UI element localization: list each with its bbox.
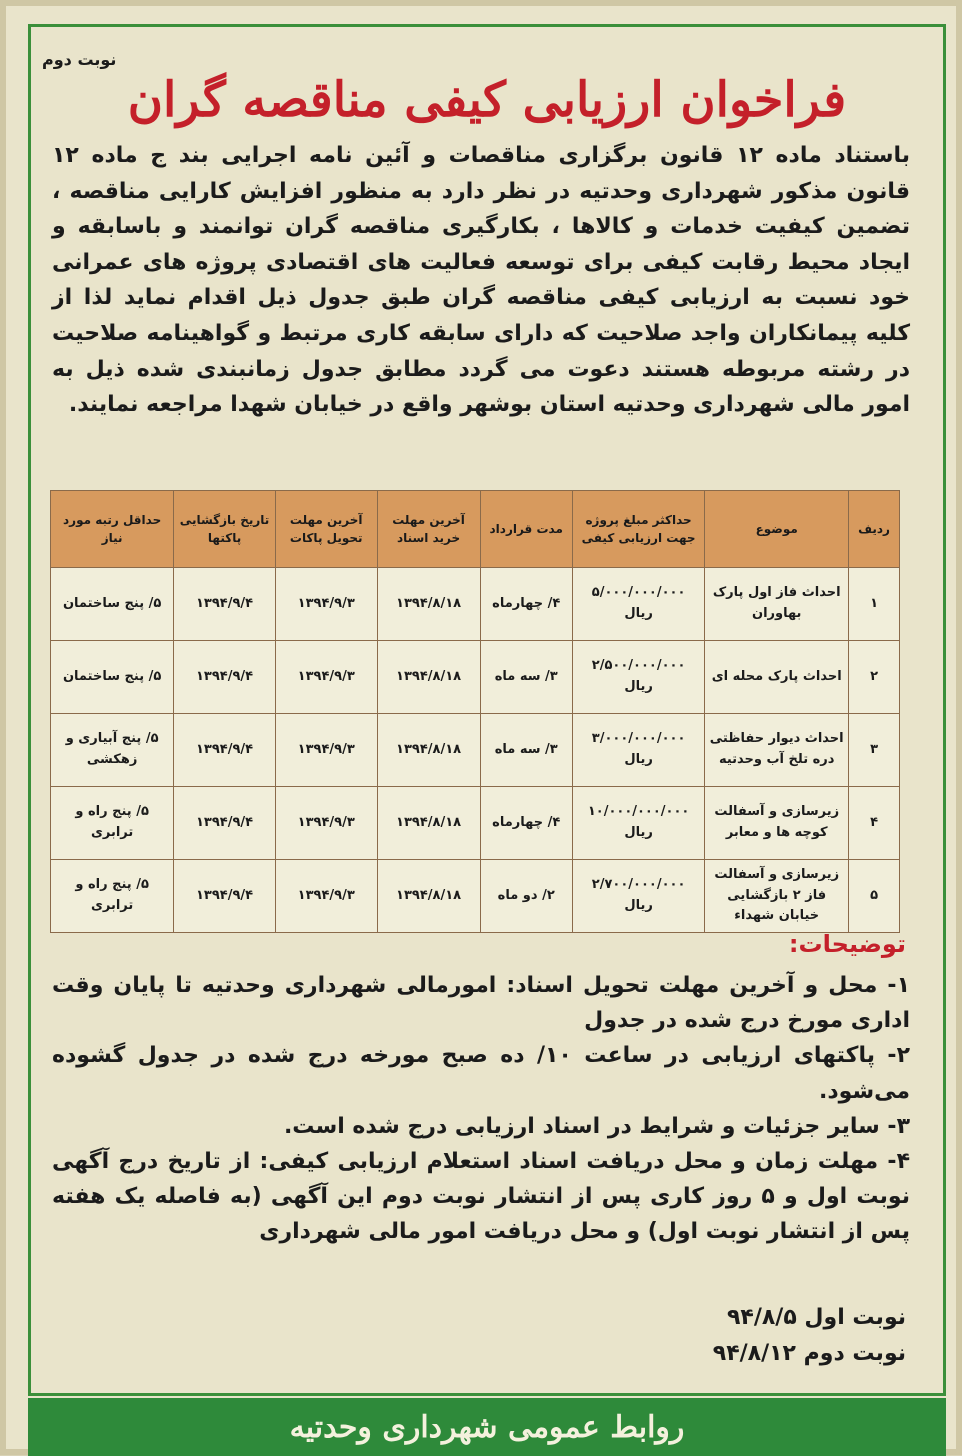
cell-subject: احداث دیوار حفاظتی دره تلخ آب وحدتیه xyxy=(705,714,849,787)
cell-max-amount: ۱۰/۰۰۰/۰۰۰/۰۰۰ ریال xyxy=(572,787,704,860)
cell-subject: زیرسازی و آسفالت فاز ۲ بازگشایی خیابان شهداء xyxy=(705,860,849,933)
cell-row-no: ۱ xyxy=(849,568,900,641)
header-opening-date: تاریخ بازگشایی پاکتها xyxy=(174,491,276,568)
note-item: ۲- پاکتهای ارزیابی در ساعت ۱۰/ ده صبح مورخه درج شده در جدول گشوده می‌شود. xyxy=(52,1043,910,1104)
note-item: ۱- محل و آخرین مهلت تحویل اسناد: امورمالی شهرداری وحدتیه تا پایان وقت اداری مورخ درج شده در جدول xyxy=(52,973,910,1034)
notes-list xyxy=(52,968,910,1250)
cell-subject: احداث پارک محله ای xyxy=(705,641,849,714)
cell-subject: احداث فاز اول پارک بهاوران xyxy=(705,568,849,641)
cell-doc-deadline: ۱۳۹۴/۸/۱۸ xyxy=(377,787,480,860)
table-row xyxy=(51,714,900,787)
header-min-grade: حداقل رتبه مورد نیاز xyxy=(51,491,174,568)
note-item: ۳- سایر جزئیات و شرایط در اسناد ارزیابی درج شده است. xyxy=(283,1113,910,1139)
header-max-amount: حداکثر مبلغ پروژه جهت ارزیابی کیفی xyxy=(572,491,704,568)
cell-duration: ۳/ سه ماه xyxy=(480,714,572,787)
table-header-row xyxy=(51,491,900,568)
cell-row-no: ۴ xyxy=(849,787,900,860)
page-title: فراخوان ارزیابی کیفی مناقصه گران xyxy=(127,72,847,128)
cell-min-grade: ۵/ پنج راه و ترابری xyxy=(51,787,174,860)
cell-max-amount: ۲/۵۰۰/۰۰۰/۰۰۰ ریال xyxy=(572,641,704,714)
cell-row-no: ۳ xyxy=(849,714,900,787)
table-row xyxy=(51,568,900,641)
header-doc-deadline: آخرین مهلت خرید اسناد xyxy=(377,491,480,568)
notice-round-label: نوبت دوم xyxy=(42,50,117,69)
cell-max-amount: ۲/۷۰۰/۰۰۰/۰۰۰ ریال xyxy=(572,860,704,933)
cell-doc-deadline: ۱۳۹۴/۸/۱۸ xyxy=(377,568,480,641)
cell-opening-date: ۱۳۹۴/۹/۴ xyxy=(174,787,276,860)
cell-min-grade: ۵/ پنج آبیاری و زهکشی xyxy=(51,714,174,787)
header-row-no: ردیف xyxy=(849,491,900,568)
notes-title: توضیحات: xyxy=(788,930,906,958)
cell-min-grade: ۵/ پنج ساختمان xyxy=(51,641,174,714)
cell-submit-deadline: ۱۳۹۴/۹/۳ xyxy=(275,641,377,714)
cell-submit-deadline: ۱۳۹۴/۹/۳ xyxy=(275,860,377,933)
header-subject: موضوع xyxy=(705,491,849,568)
cell-opening-date: ۱۳۹۴/۹/۴ xyxy=(174,568,276,641)
cell-doc-deadline: ۱۳۹۴/۸/۱۸ xyxy=(377,641,480,714)
cell-opening-date: ۱۳۹۴/۹/۴ xyxy=(174,714,276,787)
note-item: ۴- مهلت زمان و محل دریافت اسناد استعلام ارزیابی کیفی: از تاریخ درج آگهی نوبت اول و ۵ روز کاری پس از انتشار نوبت دوم این آگهی (به فاصله یک هفته پس از انتشار نوبت اول) و محل دریافت امور مالی شهرداری xyxy=(52,1149,910,1245)
cell-opening-date: ۱۳۹۴/۹/۴ xyxy=(174,860,276,933)
cell-duration: ۴/ چهارماه xyxy=(480,787,572,860)
round-two-date: نوبت دوم ۹۴/۸/۱۲ xyxy=(712,1341,906,1366)
table-row xyxy=(51,860,900,933)
cell-max-amount: ۳/۰۰۰/۰۰۰/۰۰۰ ریال xyxy=(572,714,704,787)
table-row xyxy=(51,641,900,714)
tender-table xyxy=(50,490,900,933)
cell-doc-deadline: ۱۳۹۴/۸/۱۸ xyxy=(377,714,480,787)
header-submit-deadline: آخرین مهلت تحویل پاکات xyxy=(275,491,377,568)
cell-doc-deadline: ۱۳۹۴/۸/۱۸ xyxy=(377,860,480,933)
cell-row-no: ۵ xyxy=(849,860,900,933)
cell-duration: ۴/ چهارماه xyxy=(480,568,572,641)
cell-submit-deadline: ۱۳۹۴/۹/۳ xyxy=(275,787,377,860)
cell-min-grade: ۵/ پنج راه و ترابری xyxy=(51,860,174,933)
footer-banner xyxy=(28,1398,946,1456)
round-one-date: نوبت اول ۹۴/۸/۵ xyxy=(726,1305,906,1330)
table-row xyxy=(51,787,900,860)
cell-min-grade: ۵/ پنج ساختمان xyxy=(51,568,174,641)
footer-text: روابط عمومی شهرداری وحدتیه xyxy=(289,1409,685,1445)
publication-dates xyxy=(566,1300,906,1372)
cell-submit-deadline: ۱۳۹۴/۹/۳ xyxy=(275,714,377,787)
cell-opening-date: ۱۳۹۴/۹/۴ xyxy=(174,641,276,714)
cell-subject: زیرسازی و آسفالت کوچه ها و معابر xyxy=(705,787,849,860)
cell-duration: ۳/ سه ماه xyxy=(480,641,572,714)
header-duration: مدت قرارداد xyxy=(480,491,572,568)
cell-duration: ۲/ دو ماه xyxy=(480,860,572,933)
cell-max-amount: ۵/۰۰۰/۰۰۰/۰۰۰ ریال xyxy=(572,568,704,641)
cell-submit-deadline: ۱۳۹۴/۹/۳ xyxy=(275,568,377,641)
intro-paragraph: باستناد ماده ۱۲ قانون برگزاری مناقصات و آئین نامه اجرایی بند ج ماده ۱۲ قانون مذکور شهرداری وحدتیه در نظر دارد به منظور افزایش کارایی مناقصه ، تضمین کیفیت خدمات و کالاها ، بکارگیری مناقصه گران توانمند و باسابقه و ایجاد محیط رقابت کیفی برای توسعه فعالیت های اقتصادی پروژه های عمرانی خود نسبت به ارزیابی کیفی مناقصه گران طبق جدول ذیل اقدام نماید لذا از کلیه پیمانکاران واجد صلاحیت که دارای سابقه کاری مرتبط و گواهینامه صلاحیت در رشته مربوطه هستند دعوت می گردد مطابق جدول زمانبندی شده ذیل به امور مالی شهرداری وحدتیه استان بوشهر واقع در خیابان شهدا مراجعه نمایند. xyxy=(52,143,910,418)
cell-row-no: ۲ xyxy=(849,641,900,714)
